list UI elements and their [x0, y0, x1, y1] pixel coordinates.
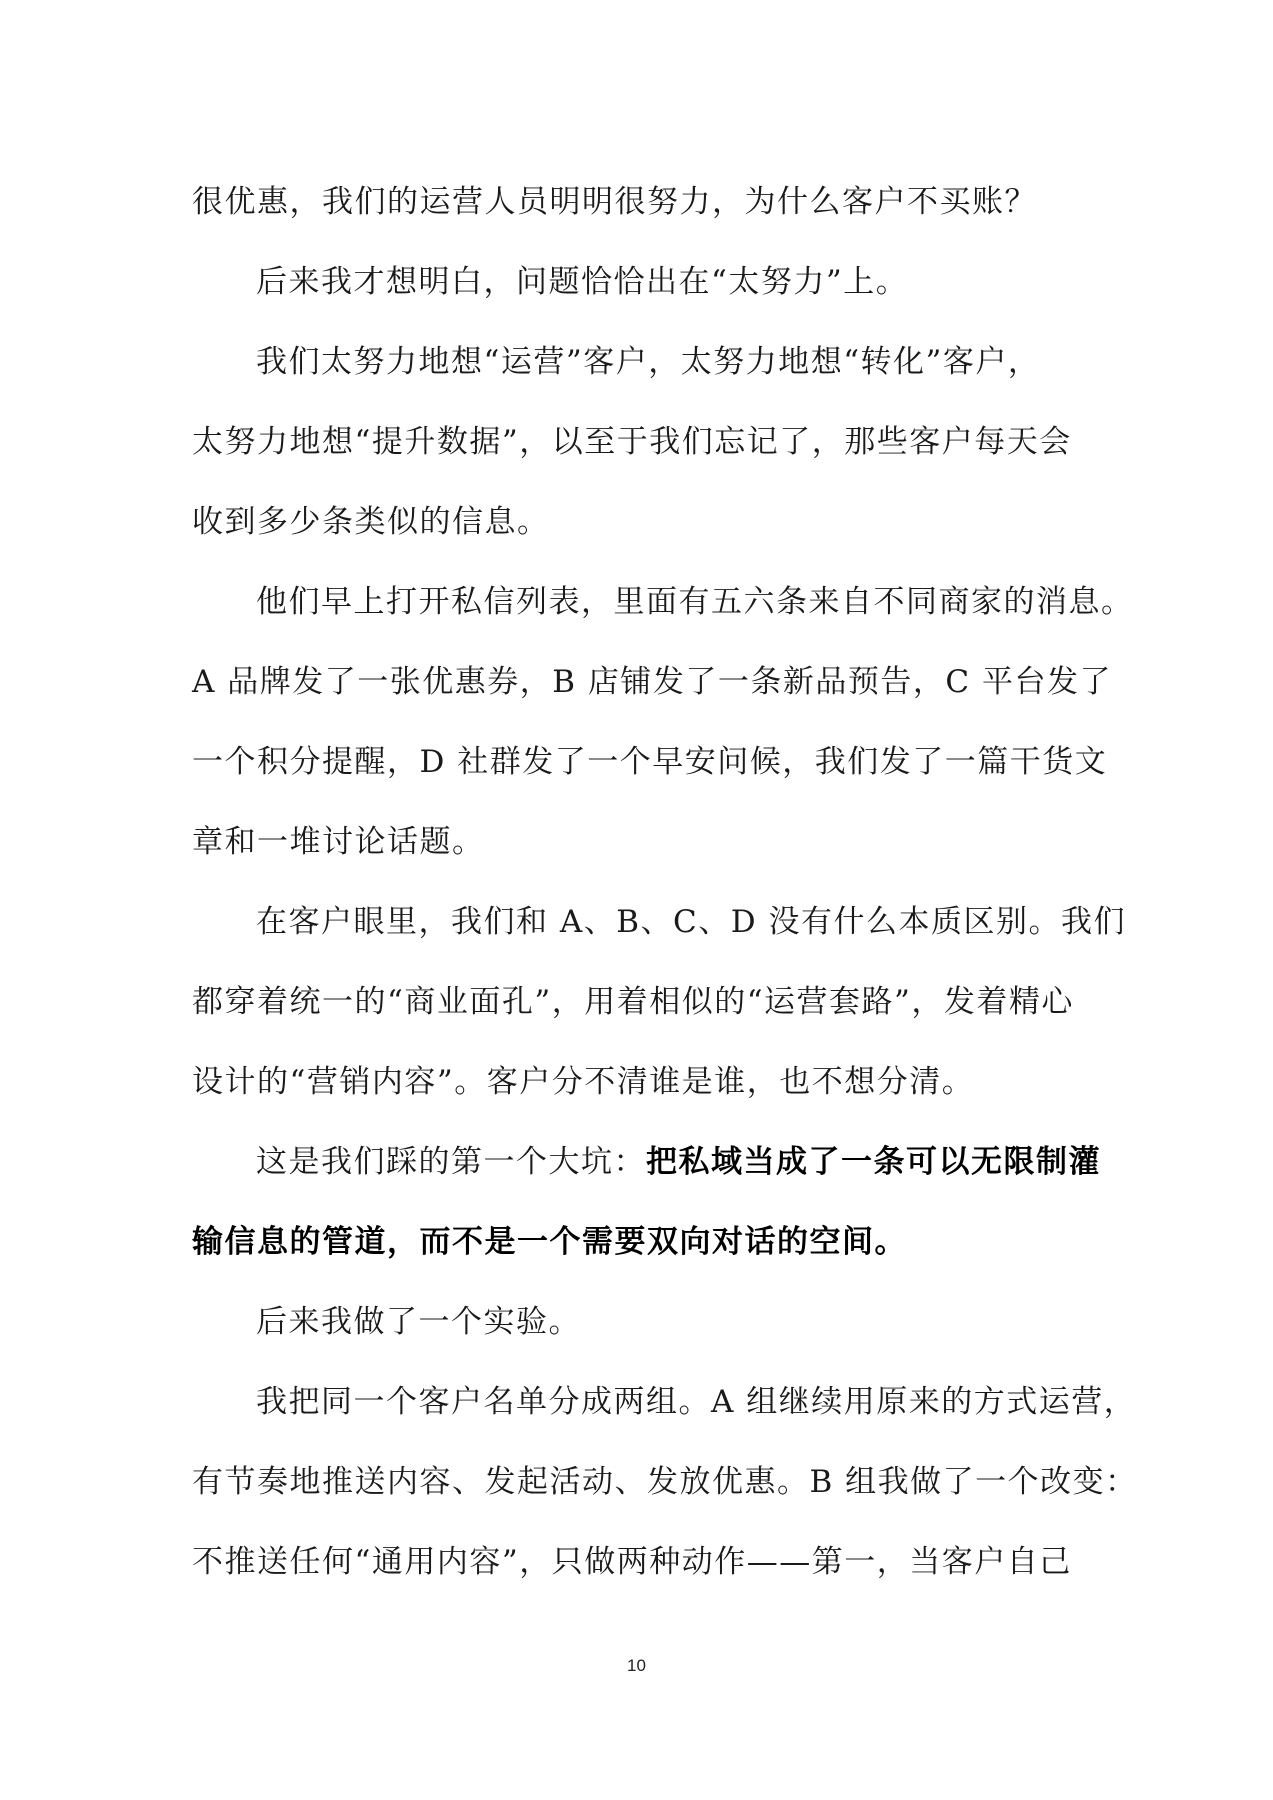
paragraph-line: 很优惠，我们的运营人员明明很努力，为什么客户不买账？	[192, 184, 1037, 220]
paragraph-line-bold: 输信息的管道，而不是一个需要双向对话的空间。	[192, 1224, 907, 1260]
paragraph-line: 太努力地想“提升数据”，以至于我们忘记了，那些客户每天会	[192, 424, 1072, 460]
paragraph-line: 收到多少条类似的信息。	[192, 504, 550, 540]
paragraph-line: 都穿着统一的“商业面孔”，用着相似的“运营套路”，发着精心	[192, 984, 1074, 1020]
paragraph-line: 一个积分提醒，D 社群发了一个早安问候，我们发了一篇干货文	[192, 744, 1108, 780]
paragraph-line: 不推送任何“通用内容”，只做两种动作——第一，当客户自己	[192, 1544, 1072, 1580]
paragraph-line: 后来我做了一个实验。	[256, 1304, 581, 1340]
paragraph-line: 章和一堆讨论话题。	[192, 824, 485, 860]
paragraph-line: 有节奏地推送内容、发起活动、发放优惠。B 组我做了一个改变：	[192, 1464, 1138, 1500]
paragraph-line: 他们早上打开私信列表，里面有五六条来自不同商家的消息。	[256, 584, 1134, 620]
paragraph-line: A 品牌发了一张优惠券，B 店铺发了一条新品预告，C 平台发了	[192, 664, 1112, 700]
paragraph-line: 在客户眼里，我们和 A、B、C、D 没有什么本质区别。我们	[256, 904, 1126, 940]
paragraph-line: 设计的“营销内容”。客户分不清谁是谁，也不想分清。	[192, 1064, 975, 1100]
paragraph-line: 我把同一个客户名单分成两组。A 组继续用原来的方式运营，	[256, 1384, 1137, 1420]
paragraph-line	[192, 1122, 1101, 1202]
page-number: 10	[627, 1656, 646, 1675]
regular-text: 这是我们踩的第一个大坑：	[256, 1144, 646, 1180]
bold-emphasis: 把私域当成了一条可以无限制灌	[646, 1144, 1101, 1180]
paragraph-line: 后来我才想明白，问题恰恰出在“太努力”上。	[256, 264, 909, 300]
document-body	[192, 162, 1138, 1602]
paragraph-line: 我们太努力地想“运营”客户，太努力地想“转化”客户，	[256, 344, 1041, 380]
